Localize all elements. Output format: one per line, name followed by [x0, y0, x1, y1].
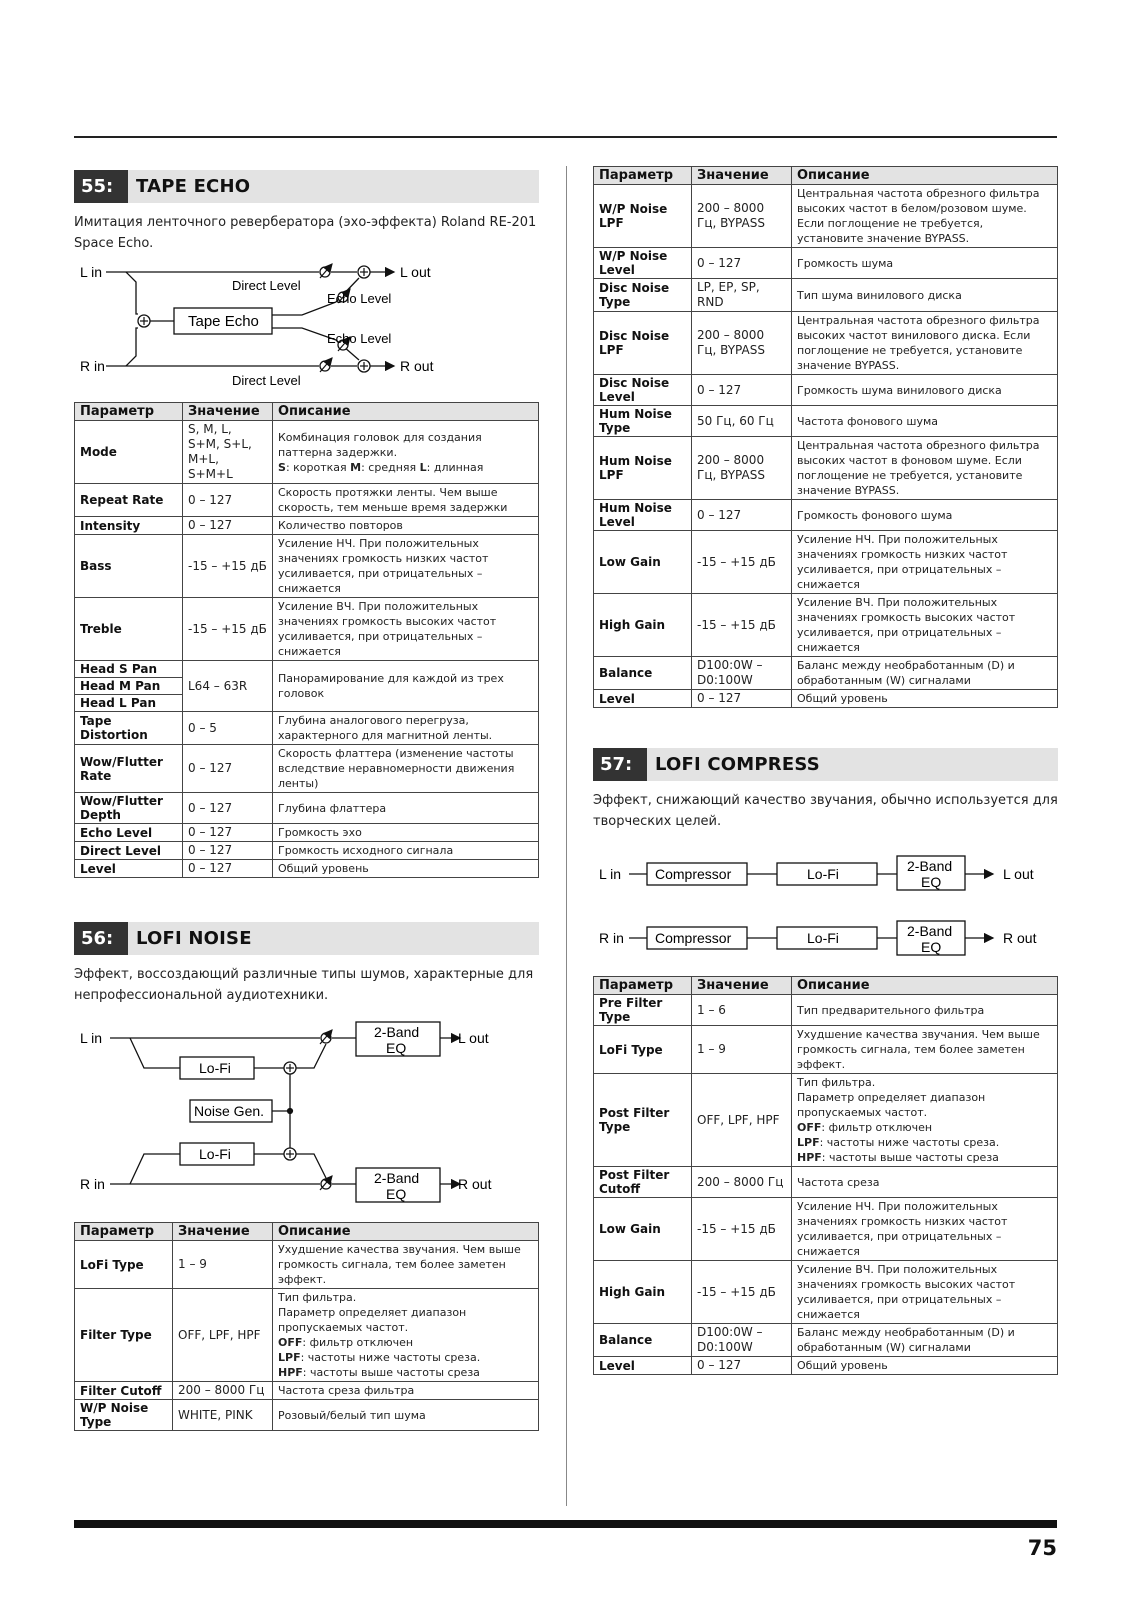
- diagram-r-in: R in: [80, 1176, 105, 1192]
- diagram-eq-block: 2-Band: [374, 1170, 420, 1186]
- table-row: Level 0 – 127 Общий уровень: [75, 860, 539, 878]
- table-row: Level 0 – 127 Общий уровень: [594, 1357, 1058, 1375]
- table-row: Tape Distortion 0 – 5 Глубина аналогового перегруза, характерного для магнитной ленты.: [75, 712, 539, 745]
- col-desc: Описание: [792, 977, 1058, 995]
- col-desc: Описание: [792, 167, 1058, 185]
- tape-echo-diagram: [74, 262, 539, 390]
- diagram-compressor-block: Compressor: [655, 930, 732, 946]
- table-row: Pre Filter Type 1 – 6 Тип предварительного фильтра: [594, 995, 1058, 1026]
- page-number: 75: [1027, 1536, 1057, 1560]
- col-desc: Описание: [273, 1223, 539, 1241]
- section-number: 55:: [74, 170, 128, 203]
- diagram-echo-level: Echo Level: [327, 291, 392, 306]
- col-param: Параметр: [594, 167, 692, 185]
- table-row: Repeat Rate 0 – 127 Скорость протяжки ленты. Чем выше скорость, тем меньше время задержки: [75, 484, 539, 517]
- diagram-eq-block: EQ: [921, 939, 942, 955]
- table-row: Disc Noise Level 0 – 127 Громкость шума винилового диска: [594, 375, 1058, 406]
- table-row: High Gain -15 – +15 дБ Усиление ВЧ. При положительных значениях громкость высоких частот усиливается, при отрицательных – снижается: [594, 594, 1058, 657]
- diagram-eq-block: EQ: [386, 1186, 407, 1202]
- lofi-compress-diagram: [593, 848, 1058, 968]
- table-row: Level 0 – 127 Общий уровень: [594, 690, 1058, 708]
- table-row: Filter Cutoff 200 – 8000 Гц Частота среза фильтра: [75, 1382, 539, 1400]
- section-title: LOFI COMPRESS: [655, 754, 820, 775]
- table-row: Post Filter Cutoff 200 – 8000 Гц Частота среза: [594, 1167, 1058, 1198]
- diagram-echo-level: Echo Level: [327, 331, 392, 346]
- diagram-eq-block: 2-Band: [907, 923, 953, 939]
- section-description: Эффект, воссоздающий различные типы шумов, характерные для непрофессиональной аудиотехники.: [74, 967, 534, 1003]
- lofi-compress-table: [593, 976, 1058, 1375]
- table-row: Post Filter Type OFF, LPF, HPF Тип фильтра. Параметр определяет диапазон пропускаемых частот. OFF: фильтр отключен LPF: частоты ниже частоты среза. HPF: частоты выше частоты среза: [594, 1074, 1058, 1167]
- table-row: Wow/Flutter Depth 0 – 127 Глубина флаттера: [75, 793, 539, 824]
- col-value: Значение: [692, 977, 792, 995]
- diagram-l-out: L out: [1003, 866, 1034, 882]
- column-divider: [566, 166, 567, 1506]
- diagram-direct-level: Direct Level: [232, 278, 301, 293]
- table-row: W/P Noise LPF 200 – 8000 Гц, BYPASS Центральная частота обрезного фильтра высоких частот в белом/розовом шуме. Если поглощение не требуется, установите значение BYPASS.: [594, 185, 1058, 248]
- table-row: Low Gain -15 – +15 дБ Усиление НЧ. При положительных значениях громкость низких частот усиливается, при отрицательных – снижается: [594, 531, 1058, 594]
- table-row: Head S Pan L64 – 63R Панорамирование для каждой из трех головок: [75, 661, 539, 678]
- diagram-eq-block: EQ: [386, 1040, 407, 1056]
- section-title: TAPE ECHO: [136, 176, 251, 197]
- diagram-l-in: L in: [80, 264, 103, 280]
- section-header-lofi-compress: [593, 748, 1058, 781]
- table-row: Intensity 0 – 127 Количество повторов: [75, 517, 539, 535]
- table-row: Head L Pan: [75, 695, 539, 712]
- section-description: Эффект, снижающий качество звучания, обычно используется для творческих целей.: [593, 793, 1058, 829]
- table-row: Wow/Flutter Rate 0 – 127 Скорость флаттера (изменение частоты вследствие неравномерности движения ленты): [75, 745, 539, 793]
- table-row: Filter Type OFF, LPF, HPF Тип фильтра. Параметр определяет диапазон пропускаемых частот. OFF: фильтр отключен LPF: частоты ниже частоты среза. HPF: частоты выше частоты среза: [75, 1289, 539, 1382]
- diagram-l-out: L out: [458, 1030, 489, 1046]
- col-value: Значение: [173, 1223, 273, 1241]
- section-header-tape-echo: [74, 170, 539, 203]
- diagram-eq-block: EQ: [921, 874, 942, 890]
- diagram-direct-level: Direct Level: [232, 373, 301, 388]
- diagram-lofi-block: Lo-Fi: [807, 866, 839, 882]
- table-row: LoFi Type 1 – 9 Ухудшение качества звучания. Чем выше громкость сигнала, тем более заметен эффект.: [75, 1241, 539, 1289]
- lofi-noise-diagram: [74, 1014, 539, 1214]
- table-row: Hum Noise LPF 200 – 8000 Гц, BYPASS Центральная частота обрезного фильтра высоких частот в фоновом шуме. Если поглощение не требуется, установите значение BYPASS.: [594, 437, 1058, 500]
- diagram-eq-block: 2-Band: [907, 858, 953, 874]
- table-row: Direct Level 0 – 127 Громкость исходного сигнала: [75, 842, 539, 860]
- table-row: Head M Pan: [75, 678, 539, 695]
- col-param: Параметр: [75, 403, 183, 421]
- diagram-l-out: L out: [400, 264, 431, 280]
- diagram-r-in: R in: [599, 930, 624, 946]
- bottom-rule: [74, 1520, 1057, 1528]
- section-number: 56:: [74, 922, 128, 955]
- col-param: Параметр: [594, 977, 692, 995]
- diagram-eq-block: 2-Band: [374, 1024, 420, 1040]
- table-row: Bass -15 – +15 дБ Усиление НЧ. При положительных значениях громкость низких частот усиливается, при отрицательных – снижается: [75, 535, 539, 598]
- diagram-r-in: R in: [80, 358, 105, 374]
- lofi-noise-table: [74, 1222, 539, 1431]
- table-row: Treble -15 – +15 дБ Усиление ВЧ. При положительных значениях громкость высоких частот усиливается, при отрицательных – снижается: [75, 598, 539, 661]
- table-row: Balance D100:0W – D0:100W Баланс между необработанным (D) и обработанным (W) сигналами: [594, 1324, 1058, 1357]
- table-row: W/P Noise Level 0 – 127 Громкость шума: [594, 248, 1058, 279]
- diagram-lofi-block: Lo-Fi: [199, 1146, 231, 1162]
- section-description: Имитация ленточного ревербератора (эхо-эффекта) Roland RE-201 Space Echo.: [74, 215, 537, 251]
- table-row: Balance D100:0W – D0:100W Баланс между необработанным (D) и обработанным (W) сигналами: [594, 657, 1058, 690]
- lofi-noise-table-continued: [593, 166, 1058, 708]
- diagram-r-out: R out: [400, 358, 434, 374]
- diagram-l-in: L in: [599, 866, 622, 882]
- table-row: Mode S, M, L, S+M, S+L, M+L, S+M+L Комбинация головок для создания паттерна задержки. S: короткая M: средняя L: длинная: [75, 421, 539, 484]
- col-value: Значение: [183, 403, 273, 421]
- table-row: Echo Level 0 – 127 Громкость эхо: [75, 824, 539, 842]
- section-title: LOFI NOISE: [136, 928, 252, 949]
- section-number: 57:: [593, 748, 647, 781]
- table-row: High Gain -15 – +15 дБ Усиление ВЧ. При положительных значениях громкость высоких частот усиливается, при отрицательных – снижается: [594, 1261, 1058, 1324]
- tape-echo-table: [74, 402, 539, 878]
- table-row: LoFi Type 1 – 9 Ухудшение качества звучания. Чем выше громкость сигнала, тем более заметен эффект.: [594, 1026, 1058, 1074]
- diagram-l-in: L in: [80, 1030, 103, 1046]
- diagram-lofi-block: Lo-Fi: [807, 930, 839, 946]
- left-column: [74, 170, 539, 1431]
- table-row: W/P Noise Type WHITE, PINK Розовый/белый тип шума: [75, 1400, 539, 1431]
- col-value: Значение: [692, 167, 792, 185]
- diagram-r-out: R out: [458, 1176, 492, 1192]
- section-header-lofi-noise: [74, 922, 539, 955]
- table-row: Low Gain -15 – +15 дБ Усиление НЧ. При положительных значениях громкость низких частот усиливается, при отрицательных – снижается: [594, 1198, 1058, 1261]
- table-row: Hum Noise Level 0 – 127 Громкость фонового шума: [594, 500, 1058, 531]
- col-desc: Описание: [273, 403, 539, 421]
- diagram-tape-echo-block: Tape Echo: [188, 313, 259, 330]
- diagram-lofi-block: Lo-Fi: [199, 1060, 231, 1076]
- col-param: Параметр: [75, 1223, 173, 1241]
- diagram-compressor-block: Compressor: [655, 866, 732, 882]
- table-row: Hum Noise Type 50 Гц, 60 Гц Частота фонового шума: [594, 406, 1058, 437]
- diagram-noise-gen-block: Noise Gen.: [194, 1103, 265, 1119]
- table-row: Disc Noise Type LP, EP, SP, RND Тип шума винилового диска: [594, 279, 1058, 312]
- right-column: [593, 166, 1058, 1375]
- table-row: Disc Noise LPF 200 – 8000 Гц, BYPASS Центральная частота обрезного фильтра высоких частот винилового диска. Если поглощение не требуется, установите значение BYPASS.: [594, 312, 1058, 375]
- top-rule: [74, 136, 1057, 138]
- diagram-r-out: R out: [1003, 930, 1037, 946]
